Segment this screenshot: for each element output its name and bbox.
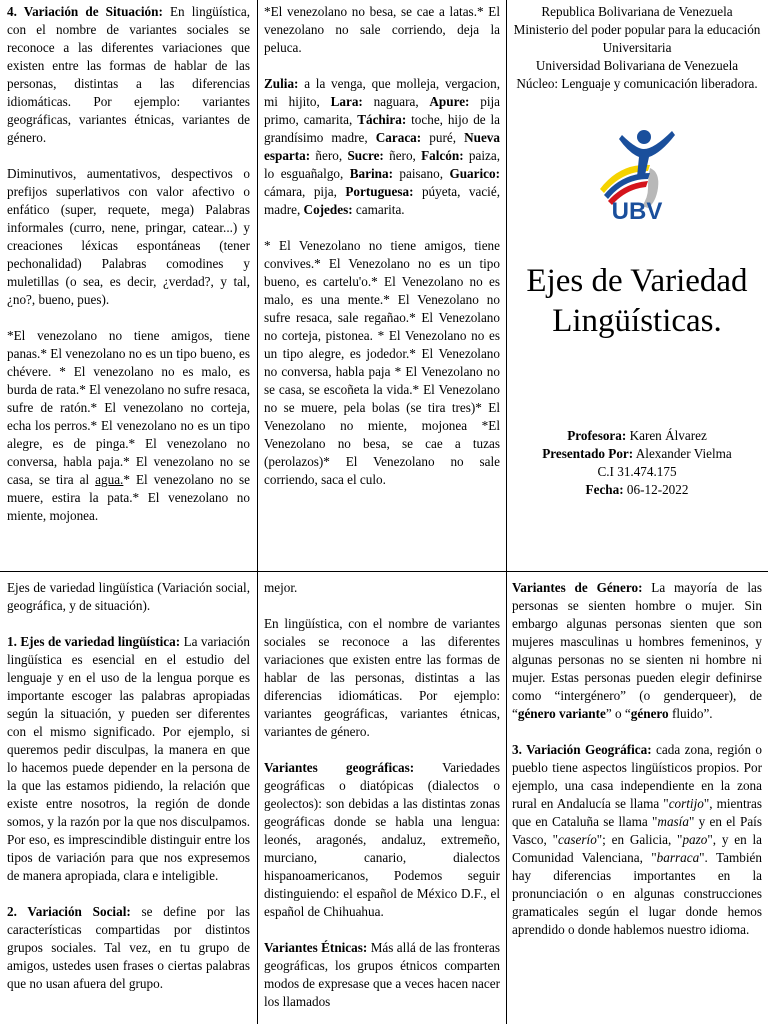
header-line: Republica Bolivariana de Venezuela (541, 4, 733, 19)
region-slang: paiza, lo esguañalgo, (264, 148, 500, 181)
paragraph (512, 579, 762, 723)
paragraph-text: cada zona, región o pueblo tiene aspectos lingüísticos propios. Por ejemplo, una casa independiente en la zona rural en Andalucía se llama " (512, 742, 762, 811)
date-line (512, 481, 762, 499)
logo-wordmark: UBV (611, 198, 663, 223)
panel-top-middle (264, 3, 500, 568)
region-name: Nueva esparta: (264, 130, 500, 163)
section-heading: Variantes Étnicas: (264, 940, 368, 955)
region-name: Táchira: (357, 112, 407, 127)
panel-bottom-right (512, 579, 762, 1024)
paragraph: Diminutivos, aumentativos, despectivos o prefijos superlativos con valor afectivo o enfático (super, requete, mega) Palabras informales (curro, nene, pringar, catear...) y creaciones léxicas espontáneas (tener pechonalidad) Palabras comodines y muletillas (o sea, es decir, ¿verdad?, y tal, ¿no?, bueno, pues). (7, 166, 250, 307)
paragraph-text: En lingüística, con el nombre de variantes sociales se reconoce a las diferentes variaciones que existen entre las formas de hablar de las personas, distintas a las diferencias idiomáticas. Por ejemplo: variantes geográficas, variantes étnicas, variantes de género. (7, 4, 250, 145)
date-label: Fecha: (585, 482, 624, 497)
paragraph (7, 3, 250, 147)
regional-slang-paragraph (264, 75, 500, 219)
paragraph (7, 327, 250, 525)
paragraph-text: "; en Galicia, " (596, 832, 683, 847)
document-title: Ejes de Variedad Lingüísticas. (526, 263, 748, 339)
cover-panel (512, 3, 762, 568)
italic-term: barraca (656, 850, 700, 865)
paragraph-text: ", y en la Comunidad Valenciana, " (512, 832, 762, 865)
paragraph-text: fluido”. (668, 706, 713, 721)
date-value: 06-12-2022 (623, 482, 689, 497)
paragraph (7, 903, 250, 993)
professor-label: Profesora: (567, 428, 627, 443)
panel-bottom-left (7, 579, 250, 1024)
header-line: Universidad Bolivariana de Venezuela (535, 58, 739, 73)
paragraph: * El Venezolano no tiene amigos, tiene convives.* El Venezolano no es un tipo bueno, es cartelu'o.* El Venezolano no es malo, es una mente.* El Venezolano no sufre resaca, sale regañao.* El Venezolano no corteja, pistonea. * El Venezolano no es un tipo alegre, es jodedor.* El Venezolano no conversa, habla paja * El Venezolano no se casa, se escoñeta la vida.* El Venezolano no se muere, pela bolas (se tira tres)* El Venezolano no miente, mojonea *El Venezolano no besa, se cae a tuzas (perolazos)* El Venezolano no sale corriendo, saca el culo. (264, 238, 500, 487)
professor-name: Karen Álvarez (626, 428, 707, 443)
section-heading: Variantes geográficas: (264, 760, 415, 775)
paragraph-text: *El venezolano no tiene amigos, tiene panas.* El venezolano no es un tipo bueno, es chévere. * El venezolano no es malo, es burda de rata.* El venezolano no sufre resaca, sufre de ratón.* El venezolano no corteja, echa los perros.* El venezolano no es un tipo alegre, es de pinga.* El venezolano no conversa, habla paja.* El venezolano no se casa, se tira al (7, 328, 250, 487)
student-name: Alexander Vielma (633, 446, 732, 461)
paragraph-text: ", mientras que en Cataluña se llama " (512, 796, 762, 829)
ubv-logo-icon (592, 123, 682, 223)
underlined-word: agua. (95, 472, 124, 487)
region-slang: paisano, (392, 166, 450, 181)
panel-top-left (7, 3, 250, 568)
region-slang: púyeta, vacié, madre, (264, 184, 500, 217)
paragraph-text: La mayoría de las personas se sienten hombre o mujer. Sin embargo algunas personas sienten que son mujeres masculinas u hombres femeninos, y algunas personas no se sienten ni hombre ni mujer. Estas personas pueden elegir definirse como “intergénero” (o genderqueer), de “ (512, 580, 762, 721)
section-heading: 1. Ejes de variedad lingüística: (7, 634, 181, 649)
presented-line (512, 445, 762, 463)
region-slang: camarita. (352, 202, 405, 217)
paragraph: mejor. (264, 580, 298, 595)
paragraph-text: * El venezolano no se muere, estira la pata.* El venezolano no miente, mojonea. (7, 472, 250, 523)
region-name: Caraca: (375, 130, 422, 145)
column-divider (506, 0, 507, 1024)
region-name: Guarico: (449, 166, 500, 181)
section-heading: 3. Variación Geográfica: (512, 742, 652, 757)
institution-header (512, 3, 762, 93)
region-name: Lara: (330, 94, 363, 109)
region-name: Zulia: (264, 76, 299, 91)
id-number: C.I 31.474.175 (597, 464, 677, 479)
italic-term: caserío (557, 832, 597, 847)
author-info (512, 427, 762, 499)
panel-bottom-middle (264, 579, 500, 1024)
italic-term: masía (657, 814, 689, 829)
region-slang: pija primo, camarita, (264, 94, 500, 127)
region-name: Sucre: (347, 148, 384, 163)
paragraph-text: " y en el País Vasco, " (512, 814, 762, 847)
region-slang: naguara, (362, 94, 430, 109)
paragraph (7, 633, 250, 885)
paragraph: En lingüística, con el nombre de variantes sociales se reconoce a las diferentes variaciones que existen entre las formas de hablar de las personas, distintas a las diferencias idiomáticas. Por ejemplo: variantes geográficas, variantes étnicas, variantes de género. (264, 616, 500, 739)
paragraph (512, 741, 762, 939)
presented-label: Presentado Por: (542, 446, 634, 461)
region-slang: ñero, (310, 148, 348, 163)
region-name: Falcón: (421, 148, 464, 163)
paragraph-text: Más allá de las fronteras geográficas, los grupos étnicos comparten modos de expresase que a veces hacen nacer los llamados (264, 940, 500, 1009)
header-line: Núcleo: Lenguaje y comunicación liberadora. (516, 76, 758, 91)
italic-term: pazo (682, 832, 708, 847)
region-name: Barina: (349, 166, 393, 181)
paragraph-text: ". También hay diferencias importantes en la pronunciación o en algunas construcciones gramaticales según el lugar donde hemos aprendido o donde hablemos nuestro idioma. (512, 850, 762, 937)
bold-term: género (630, 706, 669, 721)
section-heading: Variantes de Género: (512, 580, 643, 595)
professor-line (512, 427, 762, 445)
region-slang: a la venga, que molleja, vergacion, mi hijito, (264, 76, 500, 109)
region-name: Cojedes: (303, 202, 353, 217)
paragraph: *El venezolano no besa, se cae a latas.* El venezolano no sale corriendo, deja la peluca. (264, 4, 500, 55)
row-divider (0, 571, 768, 572)
section-heading: 4. Variación de Situación: (7, 4, 163, 19)
region-slang: ñero, (383, 148, 422, 163)
region-slang: toche, hijo de la grandísimo madre, (264, 112, 500, 145)
section-heading: 2. Variación Social: (7, 904, 131, 919)
paragraph-text: ” o “ (605, 706, 631, 721)
region-name: Portuguesa: (345, 184, 414, 199)
bold-term: género variante (517, 706, 606, 721)
italic-term: cortijo (668, 796, 704, 811)
paragraph-text: se define por las características compartidas por distintos grupos sociales. Tal vez, en tu grupo de amigos, ustedes usen frases o ciertas palabras que no usan afuera del grupo. (7, 904, 250, 991)
paragraph (264, 759, 500, 921)
paragraph: Ejes de variedad lingüística (Variación social, geográfica, y de situación). (7, 580, 250, 613)
region-slang: cámara, pija, (264, 184, 346, 199)
paragraph-text: Variedades geográficas o diatópicas (dialectos o geolectos): son debidas a las distintas zonas geográficas donde se habla una lengua: leonés, aragonés, andaluz, extremeño, murciano, canario, dialectos hispanoamericanos, Podemos seguir distinguiendo: el español de México D.F., el español de Chihuahua. (264, 760, 500, 919)
header-line: Ministerio del poder popular para la educación Universitaria (513, 22, 761, 55)
column-divider (257, 0, 258, 1024)
paragraph (264, 939, 500, 1011)
region-name: Apure: (429, 94, 470, 109)
paragraph-text: La variación lingüística es esencial en el estudio del lenguaje y en el uso de la lengua porque es importante escoger las palabras apropiadas según la situación, y pueden ser diferentes con el mismo significado. Por ejemplo, si queremos pedir disculpas, la manera en que lo hacemos puede depender en la persona de la que las estamos pidiendo, la relación que existe entre nosotros, la región de donde somos, y la razón por la que nos disculpamos. Por eso, es imprescindible distinguir entre los tipos de variación para que nos expresemos de manera apropiada, clara e inteligible. (7, 634, 250, 883)
region-slang: puré, (421, 130, 465, 145)
